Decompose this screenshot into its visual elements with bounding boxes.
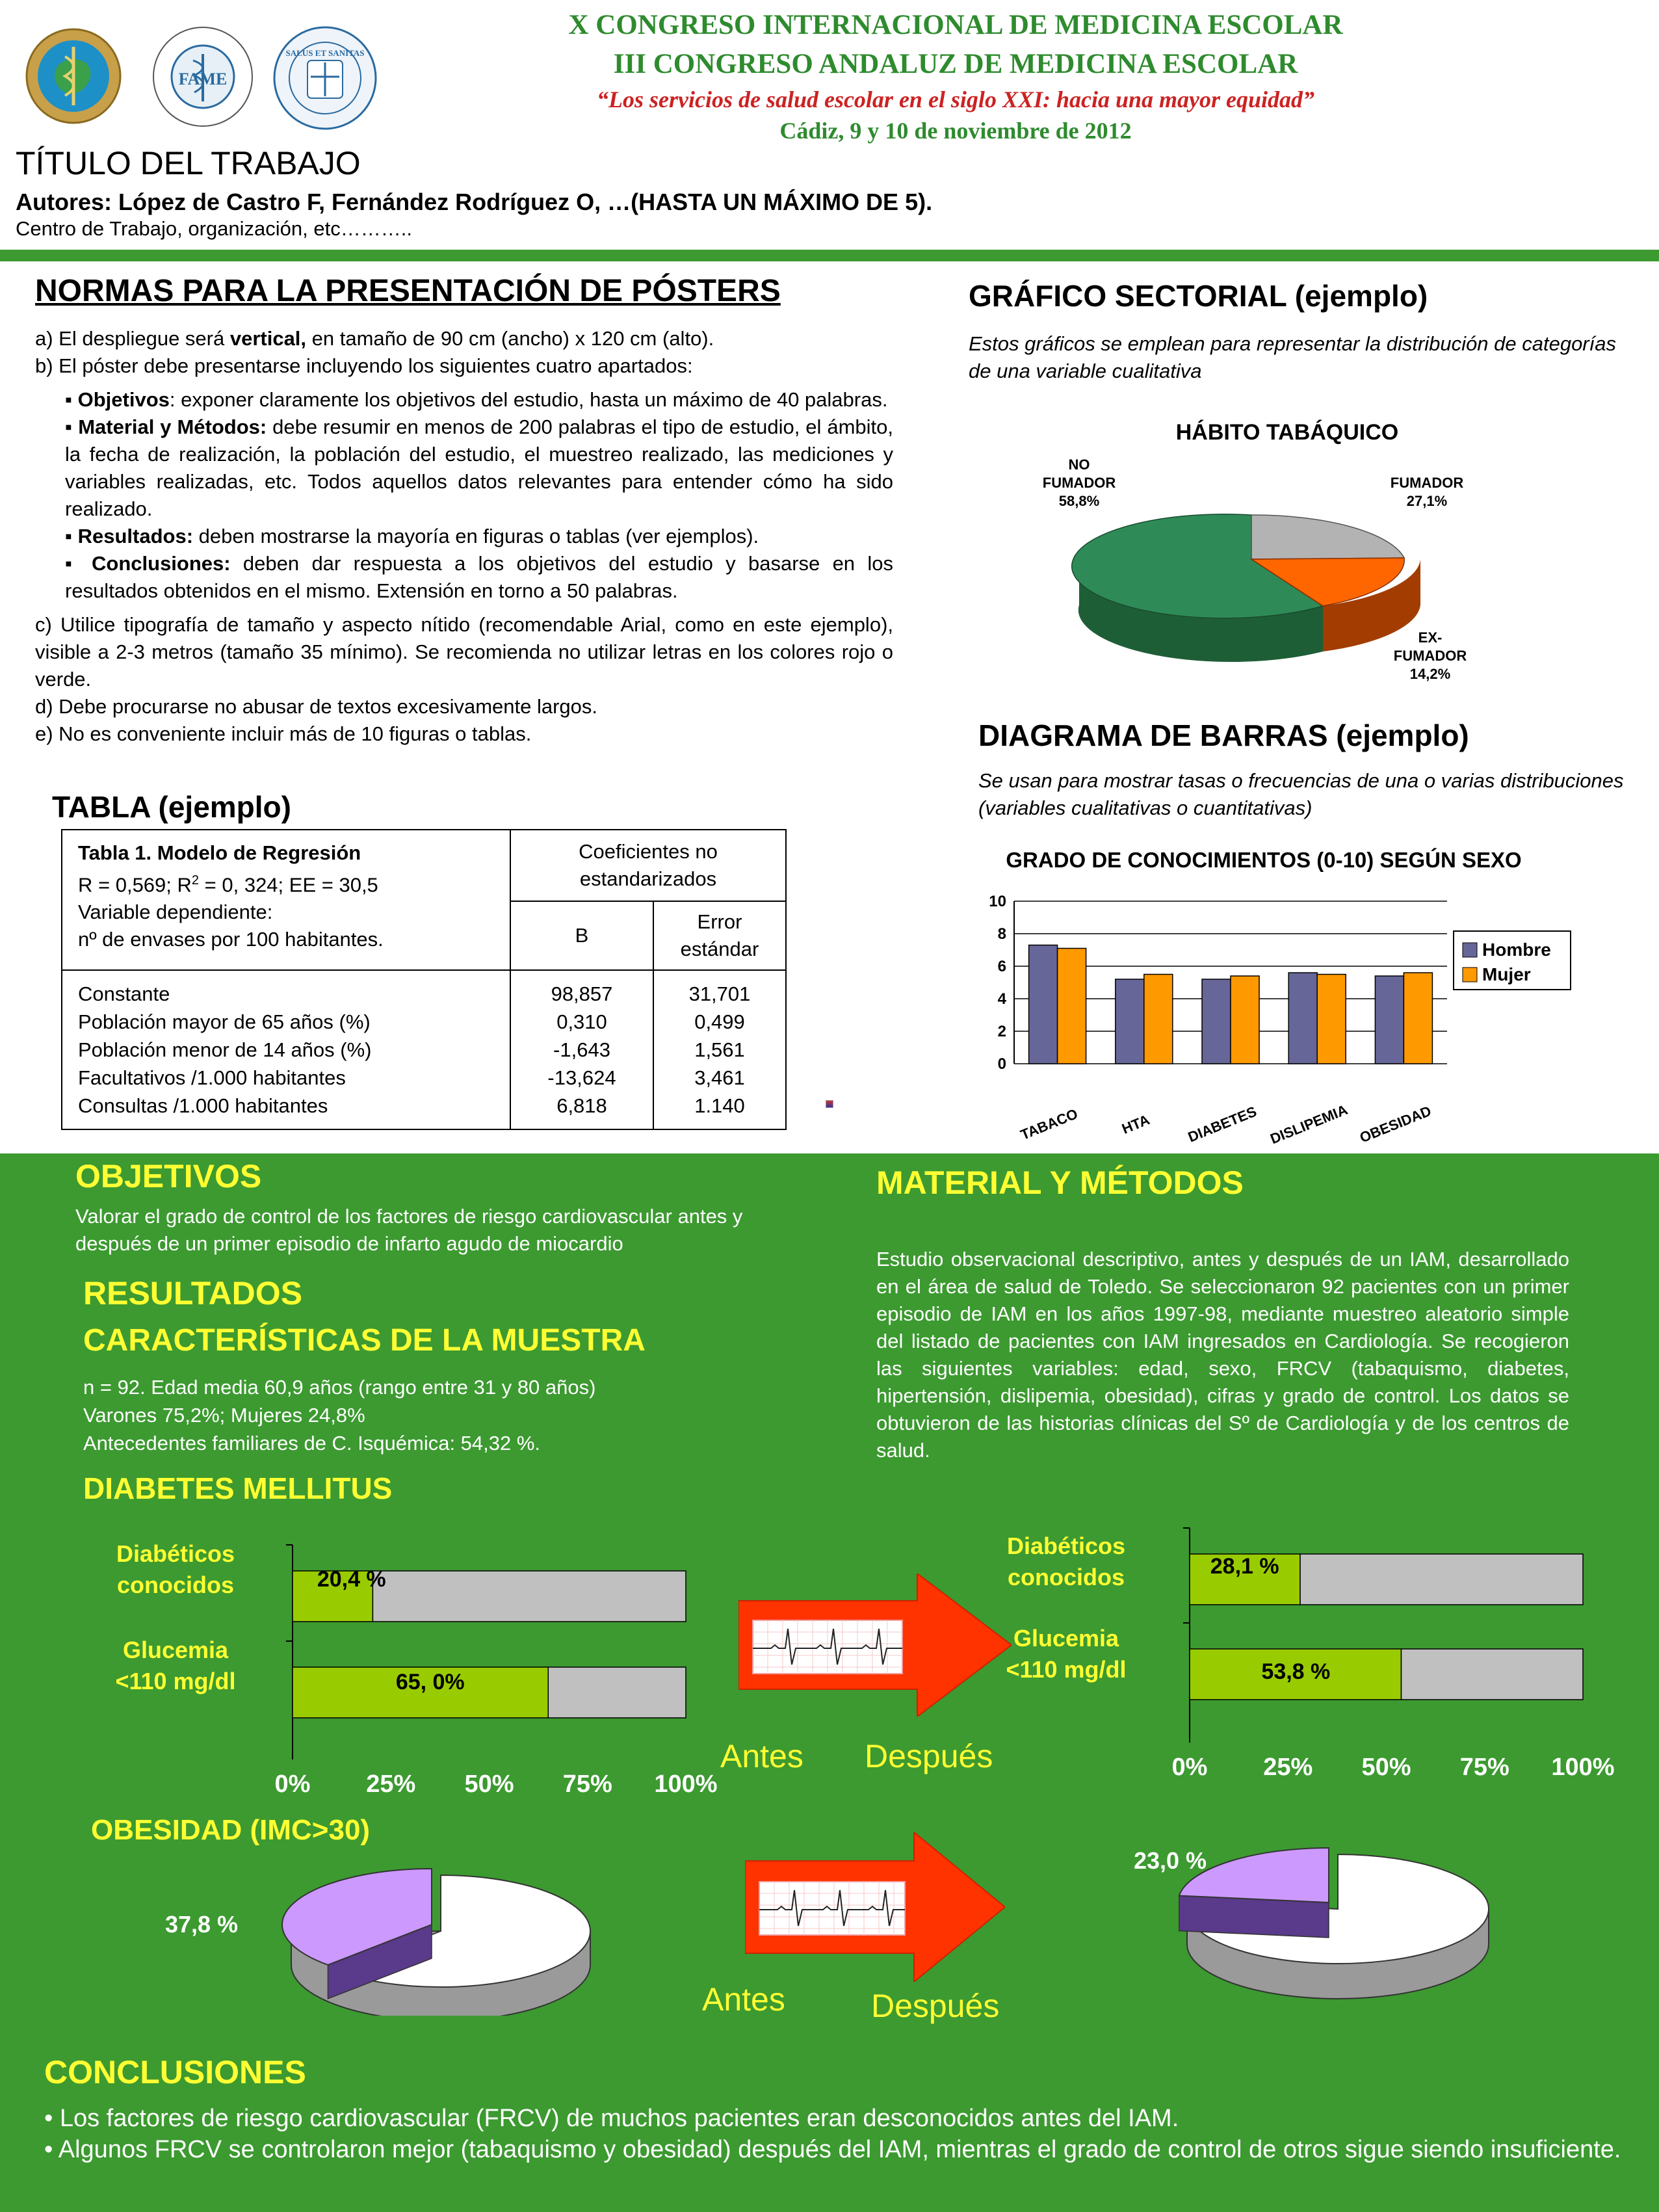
x-tick-label: 50%	[464, 1771, 514, 1798]
congress-title-2: III CONGRESO ANDALUZ DE MEDICINA ESCOLAR	[613, 49, 1298, 79]
table-cell: 0,310	[556, 1010, 607, 1033]
bullet-material: ▪ Material y Métodos: debe resumir en menos de 200 palabras el tipo de estudio, el ámbito, la fecha de realización, la población del estudio, el muestreo realizado, las mediciones y variables realizadas, etc. Todos aquellos datos relevantes para entender cómo ha sido realizado.	[65, 415, 894, 520]
bar-hombre	[1375, 976, 1404, 1064]
norm-d: d) Debe procurarse no abusar de textos excesivamente largos.	[35, 695, 598, 718]
pie-slice-fumador	[1251, 515, 1404, 559]
dm-after-label-2	[988, 1623, 1144, 1685]
congress-tagline: “Los servicios de salud escolar en el siglo XXI: hacia una mayor equidad”	[596, 86, 1314, 112]
metodos-text: Estudio observacional descriptivo, antes y después de un IAM, desarrollado en el área de salud de Toledo. Se seleccionaron 92 pacientes con un primer episodio de IAM en los años 1997-98, mediante muestreo aleatorio simple del listado de pacientes con IAM ingresados en Cardiología. Se recogieron las siguientes variables: edad, sexo, FRCV (tabaquismo, diabetes, hipertensión, dislipemia, obesidad), cifras y grado de control. Los datos se obtuvieron de las historias clínicas del Sº de Cardiología y de los centros de salud.	[876, 1248, 1569, 1462]
bar-mujer	[1317, 975, 1346, 1064]
dm-label-text: Glucemia	[122, 1637, 229, 1663]
bar-mujer	[1058, 949, 1086, 1064]
x-tick-label: 25%	[1263, 1754, 1313, 1781]
dm-label-text: conocidos	[116, 1572, 235, 1598]
bar-value-label: 20,4 %	[317, 1567, 386, 1592]
diabetes-after-chart	[1170, 1515, 1638, 1788]
muestra-title: CARACTERÍSTICAS DE LA MUESTRA	[83, 1323, 646, 1358]
dm-label-text: <110 mg/dl	[115, 1668, 236, 1694]
coef-header: Coeficientes no estandarizados	[510, 830, 786, 901]
x-tick-label: DIABETES	[1185, 1103, 1259, 1146]
bar-value-label: 28,1 %	[1210, 1554, 1279, 1579]
bar-chart-title: GRADO DE CONOCIMIENTOS (0-10) SEGÚN SEXO	[1006, 848, 1522, 872]
ecg-arrow-icon-2	[745, 1832, 1005, 1982]
congress-dates: Cádiz, 9 y 10 de noviembre de 2012	[779, 118, 1132, 144]
x-tick-label: 100%	[1551, 1754, 1615, 1781]
work-title: TÍTULO DEL TRABAJO	[16, 145, 361, 181]
dm-despues: Después	[865, 1738, 993, 1774]
regression-table	[61, 829, 787, 1130]
table-caption: Tabla 1. Modelo de Regresión	[78, 841, 361, 864]
bar-remainder	[1401, 1649, 1583, 1700]
legend	[1454, 931, 1571, 990]
norm-c: c) Utilice tipografía de tamaño y aspecto nítido (recomendable Arial, como en este ejemplo), visible a 2-3 metros (tamaño 35 mínimo). Se recomienda no utilizar letras en los colores rojo o verde.	[35, 613, 893, 691]
dm-label-text: Diabéticos	[116, 1540, 235, 1567]
table-cell: 31,701	[688, 982, 751, 1005]
x-tick-label: 100%	[654, 1771, 718, 1798]
svg-text:FAME: FAME	[178, 70, 228, 88]
ob-despues: Después	[871, 1988, 1000, 2024]
table-b-col	[510, 970, 653, 1129]
table-caption-cell	[62, 830, 510, 970]
table-cell: -1,643	[553, 1038, 610, 1061]
bar-hombre	[1029, 945, 1058, 1064]
bar-hombre	[1202, 979, 1231, 1064]
dm-label-text: <110 mg/dl	[1006, 1656, 1127, 1683]
dm-before-label-2	[101, 1635, 250, 1697]
table-err-col	[653, 970, 786, 1129]
dm-label-text: Diabéticos	[1006, 1533, 1126, 1559]
work-centre: Centro de Trabajo, organización, etc………..	[16, 217, 412, 240]
dm-label-text: conocidos	[1007, 1564, 1125, 1590]
bar-mujer	[1231, 976, 1259, 1064]
x-tick-label: TABACO	[1018, 1105, 1080, 1143]
small-marker	[826, 1100, 833, 1108]
bar-value-label: 65, 0%	[395, 1670, 465, 1694]
x-tick-label: 0%	[1171, 1754, 1208, 1781]
bar-remainder	[1300, 1554, 1583, 1605]
muestra-n: n = 92. Edad media 60,9 años (rango entre 31 y 80 años)	[83, 1376, 596, 1399]
x-tick-label: 0%	[274, 1771, 311, 1798]
pie-value-label: 37,8 %	[164, 1911, 239, 1938]
y-tick-label: 2	[997, 1023, 1006, 1040]
y-tick-label: 4	[997, 990, 1006, 1008]
pie-section-title: GRÁFICO SECTORIAL (ejemplo)	[969, 279, 1428, 313]
conclusion-2: • Algunos FRCV se controlaron mejor (tabaquismo y obesidad) después del IAM, mientras el grado de control de otros sigue siendo insuficiente.	[44, 2136, 1621, 2163]
dm-antes: Antes	[720, 1738, 803, 1774]
table-cell: 1,561	[694, 1038, 745, 1061]
table-dependent: Variable dependiente:	[78, 901, 273, 924]
table-cell: 0,499	[694, 1010, 745, 1033]
conclusion-1: • Los factores de riesgo cardiovascular (FRCV) de muchos pacientes eran desconocidos antes del IAM.	[44, 2105, 1179, 2132]
pie-label-ex: EX-	[1418, 629, 1443, 646]
y-tick-label: 10	[989, 893, 1006, 910]
bar-value-label: 53,8 %	[1261, 1659, 1331, 1684]
bullet-objetivos: ▪ Objetivos: exponer claramente los objetivos del estudio, hasta un máximo de 40 palabras.	[65, 388, 888, 411]
table-dependent-2: nº de envases por 100 habitantes.	[78, 928, 384, 951]
muestra-sex: Varones 75,2%; Mujeres 24,8%	[83, 1404, 365, 1427]
obesidad-title: OBESIDAD (IMC>30)	[91, 1814, 371, 1846]
pie-label-no-fumador-2: FUMADOR	[1042, 475, 1116, 491]
x-tick-label: HTA	[1119, 1111, 1152, 1137]
pie-title: HÁBITO TABÁQUICO	[1175, 420, 1399, 445]
muestra-ante: Antecedentes familiares de C. Isquémica: 54,32 %.	[83, 1432, 541, 1455]
bar-section-title: DIAGRAMA DE BARRAS (ejemplo)	[978, 718, 1469, 752]
dm-before-label-1	[111, 1538, 241, 1601]
x-tick-label: 25%	[366, 1771, 416, 1798]
x-tick-label: 75%	[562, 1771, 612, 1798]
ob-antes: Antes	[702, 1981, 785, 2018]
conclusiones-text	[44, 2103, 1630, 2165]
svg-text:SALUS ET SANITAS: SALUS ET SANITAS	[285, 48, 365, 58]
bar-remainder	[372, 1571, 686, 1622]
norms-title: NORMAS PARA LA PRESENTACIÓN DE PÓSTERS	[35, 274, 781, 308]
norm-bullets	[65, 386, 893, 605]
dm-after-label-1	[988, 1531, 1144, 1593]
legend-mujer: Mujer	[1482, 964, 1531, 984]
authors: Autores: López de Castro F, Fernández Rodríguez O, …(HASTA UN MÁXIMO DE 5).	[16, 189, 933, 215]
dm-label-text: Glucemia	[1013, 1625, 1119, 1652]
congress-logo	[25, 27, 122, 125]
x-tick-label: 75%	[1459, 1754, 1509, 1781]
norm-e: e) No es conveniente incluir más de 10 figuras o tablas.	[35, 722, 532, 745]
y-tick-label: 8	[997, 925, 1006, 943]
table-title: TABLA (ejemplo)	[52, 790, 291, 824]
bullet-conclusiones: ▪ Conclusiones: deben dar respuesta a los objetivos del estudio y basarse en los resultados obtenidos en el mismo. Extensión en torno a 50 palabras.	[65, 552, 893, 602]
obesity-before-chart	[143, 1860, 611, 2016]
salus-logo	[272, 25, 379, 132]
pie-pct-fumador: 27,1%	[1406, 493, 1448, 509]
bullet-resultados: ▪ Resultados: deben mostrarse la mayoría en figuras o tablas (ver ejemplos).	[65, 525, 759, 547]
diabetes-title: DIABETES MELLITUS	[83, 1471, 393, 1505]
table-row: Constante	[78, 982, 170, 1005]
bar-mujer	[1144, 975, 1173, 1064]
table-vars	[62, 970, 510, 1129]
norms-body	[35, 325, 893, 748]
bar-hombre	[1288, 973, 1317, 1064]
y-tick-label: 0	[997, 1055, 1006, 1073]
pie-value-label: 23,0 %	[1133, 1847, 1207, 1874]
legend-swatch-hombre	[1463, 943, 1477, 957]
pie-pct-no-fumador: 58,8%	[1058, 493, 1100, 509]
muestra-text	[83, 1373, 831, 1457]
pie-label-ex-2: FUMADOR	[1393, 648, 1467, 664]
table-stats: R = 0,569; $R^2 = 0$, 324; EE = 30,5	[78, 873, 378, 897]
bar-hombre	[1116, 979, 1144, 1064]
pie-label-fumador: FUMADOR	[1390, 475, 1464, 491]
col-err: Error estándar	[653, 901, 786, 970]
table-row: Facultativos /1.000 habitantes	[78, 1066, 346, 1089]
pie-label-no-fumador: NO	[1068, 456, 1090, 473]
objetivos-text: Valorar el grado de control de los factores de riesgo cardiovascular antes y después de un primer episodio de infarto agudo de miocardio	[75, 1205, 743, 1255]
congress-title-1: X CONGRESO INTERNACIONAL DE MEDICINA ESCOLAR	[568, 10, 1343, 40]
col-b: B	[510, 901, 653, 970]
knowledge-bar-chart	[975, 839, 1586, 1151]
bar-remainder	[548, 1667, 686, 1718]
x-tick-label: DISLIPEMIA	[1268, 1101, 1350, 1148]
ecg-arrow-icon	[738, 1573, 1012, 1717]
table-row: Consultas /1.000 habitantes	[78, 1094, 328, 1117]
resultados-title: RESULTADOS	[83, 1275, 303, 1311]
table-row: Población menor de 14 años (%)	[78, 1038, 372, 1061]
table-row: Población mayor de 65 años (%)	[78, 1010, 371, 1033]
x-tick-label: OBESIDAD	[1357, 1102, 1434, 1146]
legend-hombre: Hombre	[1482, 940, 1551, 960]
table-cell: -13,624	[547, 1066, 616, 1089]
fame-logo	[146, 25, 260, 129]
header-divider	[0, 250, 1659, 261]
smoking-pie-chart	[1027, 416, 1534, 702]
table-cell: 98,857	[551, 982, 613, 1005]
norm-b: b) El póster debe presentarse incluyendo los siguientes cuatro apartados:	[35, 354, 693, 377]
pie-section-desc: Estos gráficos se emplean para representar la distribución de categorías de una variable cualitativa	[969, 332, 1616, 382]
bar-mujer	[1404, 973, 1432, 1064]
obesity-after-chart	[1099, 1844, 1515, 2013]
legend-swatch-mujer	[1463, 968, 1477, 982]
objetivos-title: OBJETIVOS	[75, 1158, 262, 1194]
norm-a: a) El despliegue será vertical, en tamaño de 90 cm (ancho) x 120 cm (alto).	[35, 327, 714, 350]
table-cell: 1.140	[694, 1094, 745, 1117]
conclusiones-title: CONCLUSIONES	[44, 2054, 306, 2090]
metodos-title: MATERIAL Y MÉTODOS	[876, 1165, 1244, 1201]
table-cell: 6,818	[556, 1094, 607, 1117]
pie-3d	[1072, 514, 1420, 662]
bar-section-desc: Se usan para mostrar tasas o frecuencias de una o varias distribuciones (variables cualitativas o cuantitativas)	[978, 769, 1624, 819]
x-tick-label: 50%	[1361, 1754, 1411, 1781]
y-tick-label: 6	[997, 958, 1006, 975]
pie-pct-ex: 14,2%	[1409, 666, 1451, 682]
diabetes-before-chart	[273, 1521, 728, 1801]
table-cell: 3,461	[694, 1066, 745, 1089]
